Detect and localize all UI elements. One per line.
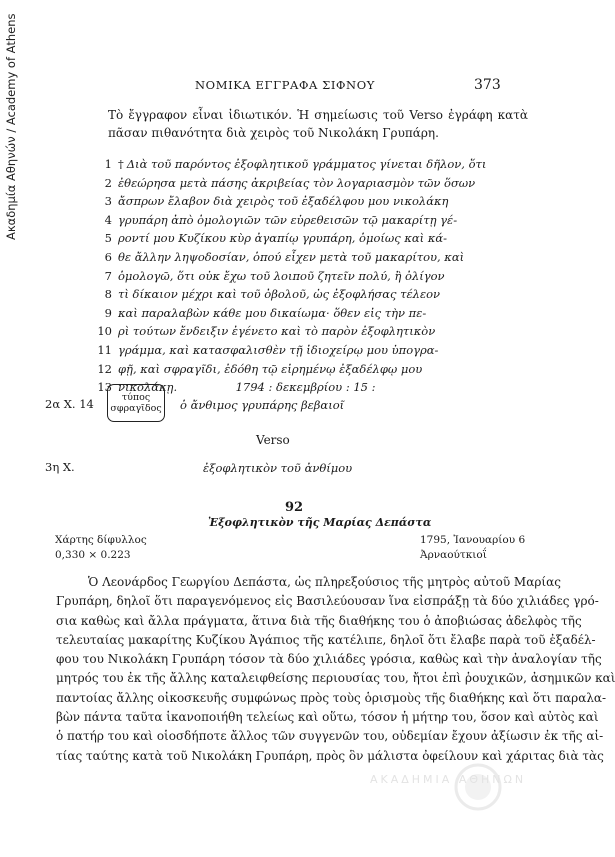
line-text: ροντί μου Κυζίκου κὺρ ἀγαπίῳ γρυπάρη, ὁμοίως καὶ κά- (118, 231, 448, 246)
line-number: 4 (104, 212, 112, 227)
line-text: ἐθεώρησα μετὰ πάσης ἀκριβείας τὸν λογαριασμὸν τῶν ὅσων (118, 175, 476, 190)
line-text: φῇ, καὶ σφραγῖδι, ἐδόθη τῷ εἰρημένῳ ἐξαδέλφῳ μου (118, 361, 423, 376)
summary-line: Γρυπάρη, δηλοῖ ὅτι παραγενόμενος εἰς Βασιλεύουσαν ἵνα εἰσπράξῃ τὰ δύο χιλιάδες γρό- (56, 594, 599, 609)
line-number: 1 (104, 157, 112, 171)
academy-watermark-emblem (456, 765, 500, 809)
verso-heading: Verso (256, 433, 290, 447)
page-number: 373 (474, 77, 501, 93)
line-number: 2 (104, 175, 112, 190)
line-number: 6 (104, 249, 112, 264)
verso-text: ἐξοφλητικὸν τοῦ ἀνθίμου (203, 461, 353, 475)
academy-watermark-text: ΑΚΑΔΗΜΙΑ ΑΘΗΝΩΝ (370, 773, 527, 786)
seal-box-line2: σφραγῖδος (110, 403, 162, 414)
line-number: 10 (97, 324, 112, 339)
running-header-title: ΝΟΜΙΚΑ ΕΓΓΡΑΦΑ ΣΙΦΝΟΥ (195, 78, 375, 92)
hand-3-label: 3η Χ. (45, 460, 75, 474)
document-number: 92 (285, 500, 304, 515)
meta-paper: Χάρτης δίφυλλος (55, 534, 147, 546)
line-text: ρὶ τούτων ἔνδειξιν ἐγένετο καὶ τὸ παρὸν ἐξοφλητικὸν (118, 324, 436, 339)
seal-signature-text: ὁ ἄνθιμος γρυπάρης βεβαιοῖ (180, 398, 345, 412)
line-text: θε ἄλλην ληψοδοσίαν, ὁπού εἶχεν μετὰ τοῦ μακαρίτου, καὶ (118, 249, 465, 264)
summary-line: παντοίας ἄλλης οἰκοσκευῆς συμφώνως πρὸς τοὺς ὁρισμοὺς τῆς διαθήκης καὶ ὅτι παραλα- (56, 690, 607, 705)
meta-place: Ἀρναούτκιοΐ (420, 549, 487, 561)
line-number: 7 (104, 268, 112, 283)
summary-line: ὁ πατήρ του καὶ οἱοσδήποτε ἄλλος τῶν συγγενῶν του, οὐδεμίαν ἔχουν ἀξίωσιν ἐκ τῆς αἰ- (56, 729, 604, 744)
line-number: 8 (104, 287, 112, 302)
seal-box-line1: τύπος (121, 392, 151, 403)
meta-date: 1795, Ἰανουαρίου 6 (420, 534, 526, 546)
summary-line: τελευταίας μακαρίτης Κυζίκου Ἀγάπιος τῆς κατέλιπε, δηλοῖ ὅτι ἔλαβε παρὰ τοῦ ἐξαδέλ- (56, 632, 596, 647)
line-number: 9 (104, 305, 112, 320)
line-text: τὶ δίκαιον μέχρι καὶ τοῦ ὀβολοῦ, ὡς ἐξοφλήσας τέλεον (118, 287, 441, 302)
line-number: 13 (97, 380, 112, 395)
academy-side-stamp-text: Ακαδημία Αθηνών / Academy of Athens (4, 13, 18, 240)
line-text: γράμμα, καὶ κατασφαλισθὲν τῇ ἰδιοχείρῳ μου ὑπογρα- (118, 342, 439, 357)
hand-2-label: 2α Χ. 14 (45, 397, 94, 411)
line-number: 11 (97, 342, 112, 357)
line-text: νικολάκῃ. 1794 : δεκεμβρίου : 15 : (118, 380, 376, 395)
line-number: 5 (104, 231, 112, 246)
line-number: 12 (97, 361, 112, 376)
summary-line: βὼν πάντα ταῦτα ἱκανοποιήθη τελείως καὶ οὕτω, τόσον ἡ μήτηρ του, ὅσον καὶ αὐτὸς καὶ (56, 710, 599, 725)
summary-line: σια καθὼς καὶ ἄλλα πράγματα, ἅτινα διὰ τῆς διαθήκης του ὁ ἀποβιώσας ἀδελφὸς τῆς (56, 613, 582, 628)
line-text: Διὰ τοῦ παρόντος ἐξοφλητικοῦ γράμματος γίνεται δῆλον, ὅτι (126, 157, 487, 171)
document-title: Ἐξοφλητικὸν τῆς Μαρίας Δεπάστα (208, 516, 432, 529)
cross-symbol: † (118, 157, 124, 171)
line-text: καὶ παραλαβὼν κάθε μου δικαίωμα· ὅθεν εἰς τὴν πε- (118, 305, 427, 320)
summary-line: τίας ταύτης κατὰ τοῦ Νικολάκη Γρυπάρη, πρὸς ὃν μάλιστα ὀφείλουν καὶ χάριτας διὰ τὰς (56, 748, 604, 763)
summary-line: φου του Νικολάκη Γρυπάρη τόσον τὰ δύο χιλιάδες γρόσια, καθὼς καὶ τὴν ἀναλογίαν τῆς (56, 652, 602, 667)
meta-dimensions: 0,330 × 0.223 (55, 549, 131, 561)
line-number: 3 (104, 194, 112, 209)
line-text: ὁμολογῶ, ὅτι οὐκ ἔχω τοῦ λοιποῦ ζητεῖν πολύ, ἢ ὀλίγον (118, 268, 445, 283)
intro-text: Τὸ ἔγγραφον εἶναι ἰδιωτικόν. Ἡ σημείωσις τοῦ Verso ἐγράφη κατὰ πᾶσαν πιθανότητα διὰ χειρὸς τοῦ Νικολάκη Γρυπάρη. (108, 108, 528, 140)
line-text: γρυπάρη ἀπὸ ὁμολογιῶν τῶν εὑρεθεισῶν τῷ μακαρίτῃ γέ- (118, 212, 458, 227)
line-text: ἄσπρων ἔλαβον διὰ χειρὸς τοῦ ἐξαδέλφου μου νικολάκη (118, 194, 449, 209)
summary-line: Ὁ Λεονάρδος Γεωργίου Δεπάστα, ὡς πληρεξούσιος τῆς μητρὸς αὐτοῦ Μαρίας (88, 575, 561, 589)
summary-line: μητρός του ἐκ τῆς ἄλλης καταλειφθείσης περιουσίας του, ἤτοι ἐπὶ ῥουχικῶν, ἀσημικῶν καὶ (56, 671, 615, 686)
